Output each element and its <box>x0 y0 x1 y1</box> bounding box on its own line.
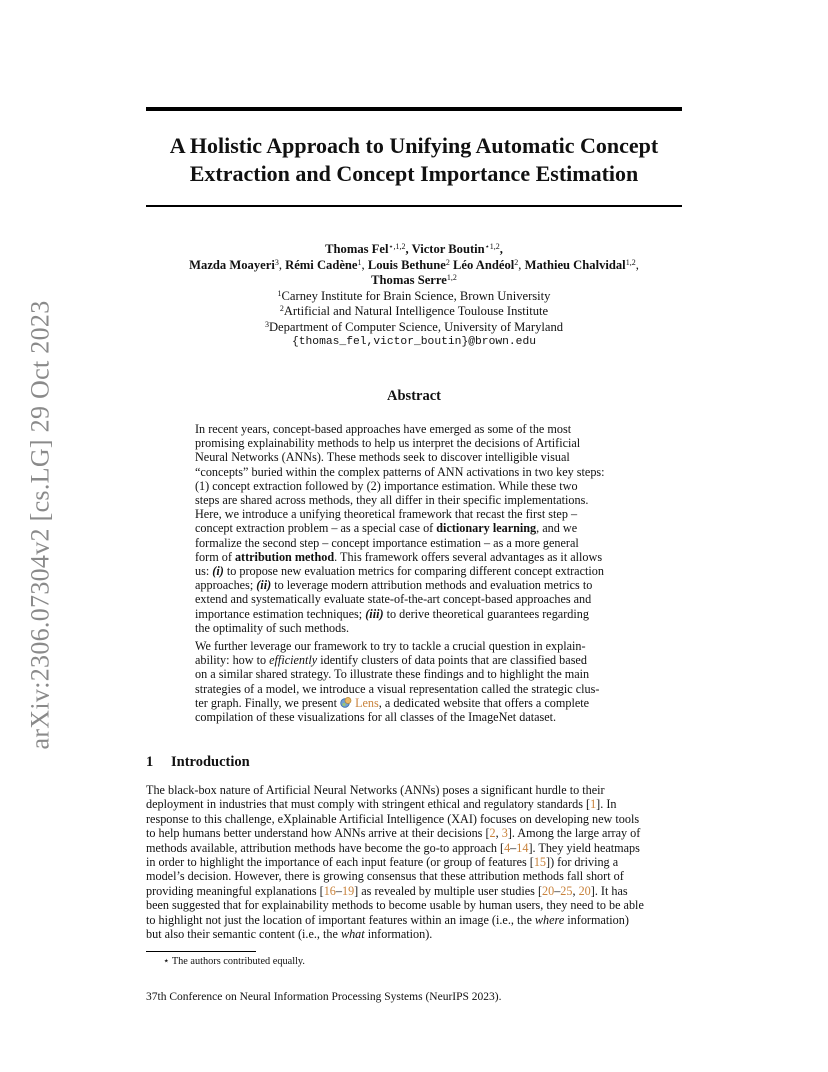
abstract-text: to derive theoretical guarantees regarding <box>383 606 589 621</box>
citation-link[interactable]: 25 <box>560 883 573 898</box>
intro-text: – <box>335 883 342 898</box>
abstract-line: on a similar shared strategy. To illustrate these findings and to highlight the main <box>195 667 590 682</box>
bold-term-dictionary-learning: dictionary learning <box>436 521 537 536</box>
section-heading-introduction <box>146 754 250 771</box>
author-name: Mathieu Chalvidal <box>524 257 626 272</box>
abstract-line: promising explainability methods to help us interpret the decisions of Artificial <box>195 436 581 451</box>
abstract-text: form of <box>195 549 235 564</box>
intro-text: , <box>572 883 579 898</box>
abstract-line: In recent years, concept-based approaches have emerged as some of the most <box>195 422 572 436</box>
citation-link[interactable]: 20 <box>578 883 591 898</box>
intro-text: ]) for driving a <box>546 855 619 870</box>
author-affil-sup: ⋆1,2 <box>484 242 500 251</box>
abstract-line: compilation of these visualizations for all classes of the ImageNet dataset. <box>195 710 557 725</box>
paper-title <box>146 132 682 188</box>
abstract-line: formalize the second step – concept importance estimation – as a more general <box>195 535 579 550</box>
abstract-line <box>195 564 635 578</box>
intro-line <box>146 927 686 941</box>
intro-line: The black-box nature of Artificial Neural Networks (ANNs) poses a significant hurdle to their <box>146 783 605 797</box>
intro-text: to highlight not just the location of important features within an image (i.e., the <box>146 912 535 927</box>
affiliation-sup: 3 <box>264 319 269 329</box>
abstract-text: , and we <box>536 521 578 536</box>
conference-note: 37th Conference on Neural Information Processing Systems (NeurIPS 2023). <box>146 991 502 1003</box>
intro-text: in order to highlight the importance of each input feature (or group of features [ <box>146 855 534 870</box>
intro-text: information) <box>564 912 629 927</box>
author-affil-sup: 1,2 <box>446 273 457 282</box>
intro-line <box>146 841 686 855</box>
author-name: Thomas Fel <box>325 242 389 256</box>
intro-text: ]. Among the large array of <box>507 826 641 841</box>
abstract-line: “concepts” buried within the complex patterns of ANN activations in two key steps: <box>195 464 605 479</box>
intro-text: ]. It has <box>590 883 628 898</box>
abstract-text: ability: how to <box>195 653 270 668</box>
abstract-line: Here, we introduce a unifying theoretical framework that recast the first step – <box>195 507 578 522</box>
citation-link[interactable]: 14 <box>516 840 529 855</box>
affiliation-text: Department of Computer Science, University of Maryland <box>268 319 564 334</box>
affiliation-sup: 2 <box>279 304 284 313</box>
abstract-line <box>195 521 635 535</box>
section-number: 1 <box>146 754 154 770</box>
affiliation-2 <box>146 304 682 320</box>
abstract-line <box>195 578 635 592</box>
author-separator: , <box>361 257 368 272</box>
author-name: Rémi Cadène <box>285 257 358 272</box>
author-affil-sup: 3 <box>274 257 279 267</box>
footnote: ⋆ The authors contributed equally. <box>163 956 305 967</box>
abstract-text: us: <box>195 564 213 579</box>
abstract-text: to leverage modern attribution methods and evaluation metrics to <box>271 578 593 593</box>
emphasis-what: what <box>340 927 365 942</box>
bold-term-attribution-method: attribution method <box>234 549 335 564</box>
author-block <box>146 242 682 351</box>
author-separator: , <box>518 257 525 272</box>
citation-link[interactable]: 16 <box>323 883 336 898</box>
abstract-line <box>195 696 635 710</box>
author-affil-sup: 2 <box>514 257 519 267</box>
abstract-line: extend and systematically evaluate state-of-the-art concept-based approaches and <box>195 592 592 607</box>
enum-marker-iii: (iii) <box>365 606 384 621</box>
author-name: Louis Bethune <box>367 257 446 272</box>
citation-link[interactable]: 1 <box>590 797 597 812</box>
author-name: Léo Andéol <box>453 257 515 272</box>
abstract-text: identify clusters of data points that are classified based <box>317 653 587 668</box>
title-top-rule <box>146 107 682 111</box>
author-separator: , <box>499 242 503 256</box>
enum-marker-i: (i) <box>212 564 224 579</box>
abstract-line <box>195 653 635 667</box>
intro-line <box>146 855 686 869</box>
intro-line: response to this challenge, eXplainable Artificial Intelligence (XAI) focuses on developing new tools <box>146 811 640 826</box>
citation-link[interactable]: 3 <box>501 826 508 841</box>
arxiv-stamp <box>8 290 72 760</box>
affiliation-sup: 1 <box>277 288 282 298</box>
section-title: Introduction <box>171 754 250 770</box>
intro-text: , <box>495 826 502 841</box>
author-separator: , <box>405 242 412 256</box>
intro-text: ] as revealed by multiple user studies [ <box>354 883 543 898</box>
intro-text: but also their semantic content (i.e., the <box>146 927 341 942</box>
author-line-1 <box>146 242 682 258</box>
footnote-rule <box>146 951 256 952</box>
intro-text: ]. In <box>596 797 617 812</box>
abstract-line: (1) concept extraction followed by (2) importance estimation. While these two <box>195 478 578 493</box>
intro-line: been suggested that for explainability methods to become usable by human users, they need to be able <box>146 898 644 913</box>
abstract-line: the optimality of such methods. <box>195 620 350 635</box>
intro-text: – <box>510 840 517 855</box>
abstract-text: ter graph. Finally, we present <box>195 695 341 710</box>
enum-marker-ii: (ii) <box>256 578 272 593</box>
author-affil-sup: 1 <box>357 257 362 267</box>
title-bottom-rule <box>146 205 682 207</box>
intro-text: methods available, attribution methods have become the go-to approach [ <box>146 840 505 855</box>
author-affil-sup: 1,2 <box>625 257 636 267</box>
intro-text: to help humans better understand how ANNs arrive at their decisions [ <box>146 826 490 841</box>
abstract-text: approaches; <box>195 578 257 593</box>
intro-text: – <box>554 883 561 898</box>
abstract-text: concept extraction problem – as a special case of <box>195 521 437 536</box>
author-affil-sup: ⋆,1,2 <box>388 242 406 251</box>
abstract-text: , a dedicated website that offers a complete <box>378 695 590 710</box>
arxiv-stamp-text: arXiv:2306.07304v2 [cs.LG] 29 Oct 2023 <box>25 300 54 750</box>
abstract-line: strategies of a model, we introduce a visual representation called the strategic clus- <box>195 681 600 696</box>
abstract-text: . This framework offers several advantages as it allows <box>334 549 603 564</box>
intro-line <box>146 913 686 927</box>
affiliation-text: Carney Institute for Brain Science, Brown University <box>281 288 551 303</box>
citation-link[interactable]: 2 <box>489 826 496 841</box>
author-separator: , <box>278 257 286 272</box>
intro-line <box>146 884 686 898</box>
abstract-text: importance estimation techniques; <box>195 606 366 621</box>
abstract-heading: Abstract <box>387 388 441 404</box>
intro-line <box>146 826 686 840</box>
lens-link[interactable]: Lens <box>355 695 379 710</box>
affiliation-text: Artificial and Natural Intelligence Toulouse Institute <box>283 304 549 318</box>
title-line-2: Extraction and Concept Importance Estimation <box>189 161 639 186</box>
intro-text: deployment in industries that must comply with stringent ethical and regulatory standards [ <box>146 797 591 812</box>
author-affil-sup: 2 <box>445 257 450 267</box>
citation-link[interactable]: 20 <box>542 883 555 898</box>
citation-link[interactable]: 4 <box>504 840 511 855</box>
abstract-body <box>195 422 635 724</box>
citation-link[interactable]: 15 <box>533 855 547 870</box>
author-name: Mazda Moayeri <box>189 257 275 272</box>
intro-text: providing meaningful explanations [ <box>146 883 324 898</box>
intro-text: information). <box>364 927 433 942</box>
abstract-line <box>195 550 635 564</box>
introduction-body <box>146 783 686 941</box>
abstract-line: Neural Networks (ANNs). These methods seek to discover intelligible visual <box>195 450 570 465</box>
emphasis-efficiently: efficiently <box>269 653 318 668</box>
author-name: Victor Boutin <box>411 242 485 256</box>
abstract-line <box>195 607 635 621</box>
author-email[interactable]: {thomas_fel,victor_boutin}@brown.edu <box>291 336 537 348</box>
author-line-2 <box>146 258 682 274</box>
author-name: Thomas Serre <box>371 273 447 287</box>
abstract-line: We further leverage our framework to try to tackle a crucial question in explain- <box>195 639 586 654</box>
citation-link[interactable]: 19 <box>341 883 355 898</box>
title-line-1: A Holistic Approach to Unifying Automatic Concept <box>169 133 659 158</box>
author-line-3 <box>146 273 682 289</box>
intro-line <box>146 797 686 811</box>
affiliation-1 <box>146 289 682 305</box>
abstract-text: to propose new evaluation metrics for comparing different concept extraction <box>223 564 604 579</box>
abstract-line: steps are shared across methods, they all differ in their specific implementations. <box>195 493 589 508</box>
affiliation-3 <box>146 320 682 336</box>
lens-logo-icon <box>340 697 352 708</box>
emphasis-where: where <box>534 912 565 927</box>
intro-text: ]. They yield heatmaps <box>528 840 640 855</box>
author-separator: , <box>635 257 639 272</box>
intro-line: model’s decision. However, there is growing consensus that these attribution methods fall short of <box>146 869 624 884</box>
